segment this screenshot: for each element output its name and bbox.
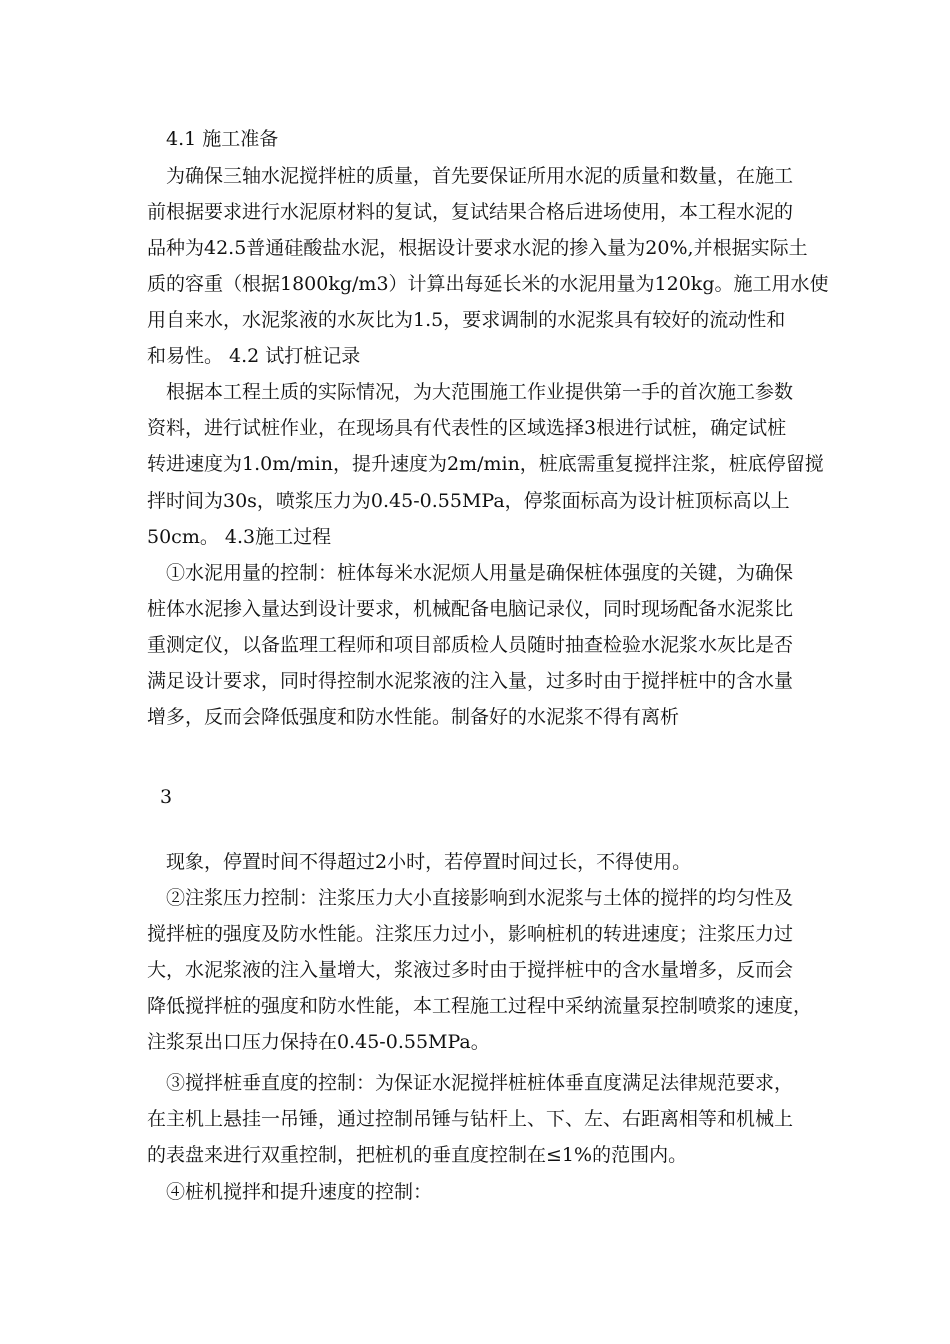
paragraph-line: 注浆泵出口压力保持在0.45-0.55MPa。 [147, 1031, 490, 1053]
paragraph-line: 在主机上悬挂一吊锤，通过控制吊锤与钻杆上、下、左、右距离相等和机械上 [147, 1108, 794, 1130]
paragraph-line: 品种为42.5普通硅酸盐水泥，根据设计要求水泥的掺入量为20%,并根据实际土 [147, 237, 808, 259]
paragraph-line: 质的容重（根据1800kg/m3）计算出每延长米的水泥用量为120kg。施工用水使 [147, 273, 829, 295]
page-number: 3 [160, 786, 173, 808]
paragraph-line: 的表盘来进行双重控制，把桩机的垂直度控制在≤1%的范围内。 [147, 1144, 688, 1166]
paragraph-line: ③搅拌桩垂直度的控制：为保证水泥搅拌桩桩体垂直度满足法律规范要求， [166, 1072, 794, 1094]
paragraph-line: 大，水泥浆液的注入量增大，浆液过多时由于搅拌桩中的含水量增多，反而会 [147, 959, 794, 981]
paragraph-line: 满足设计要求，同时得控制水泥浆液的注入量，过多时由于搅拌桩中的含水量 [147, 670, 794, 692]
paragraph-line: 50cm。 4.3施工过程 [147, 526, 332, 548]
paragraph-line: 桩体水泥掺入量达到设计要求，机械配备电脑记录仪，同时现场配备水泥浆比 [147, 598, 794, 620]
paragraph-line: 和易性。 4.2 试打桩记录 [147, 345, 361, 367]
paragraph-line: 降低搅拌桩的强度和防水性能，本工程施工过程中采纳流量泵控制喷浆的速度， [147, 995, 813, 1017]
paragraph-line: 前根据要求进行水泥原材料的复试，复试结果合格后进场使用，本工程水泥的 [147, 201, 794, 223]
paragraph-line: 现象，停置时间不得超过2小时，若停置时间过长，不得使用。 [166, 851, 692, 873]
paragraph-line: ①水泥用量的控制：桩体每米水泥烦人用量是确保桩体强度的关键，为确保 [166, 562, 794, 584]
paragraph-line: 转进速度为1.0m/min，提升速度为2m/min，桩底需重复搅拌注浆，桩底停留搅 [147, 453, 824, 475]
paragraph-line: 根据本工程土质的实际情况，为大范围施工作业提供第一手的首次施工参数 [166, 381, 794, 403]
paragraph-line: ④桩机搅拌和提升速度的控制： [166, 1181, 433, 1203]
paragraph-line: 资料，进行试桩作业，在现场具有代表性的区域选择3根进行试桩，确定试桩 [147, 417, 787, 439]
paragraph-line: ②注浆压力控制：注浆压力大小直接影响到水泥浆与土体的搅拌的均匀性及 [166, 887, 794, 909]
paragraph-line: 为确保三轴水泥搅拌桩的质量，首先要保证所用水泥的质量和数量，在施工 [166, 165, 794, 187]
section-heading-4-1: 4.1 施工准备 [166, 128, 279, 150]
paragraph-line: 用自来水，水泥浆液的水灰比为1.5，要求调制的水泥浆具有较好的流动性和 [147, 309, 786, 331]
paragraph-line: 搅拌桩的强度及防水性能。注浆压力过小，影响桩机的转进速度；注浆压力过 [147, 923, 794, 945]
paragraph-line: 重测定仪，以备监理工程师和项目部质检人员随时抽查检验水泥浆水灰比是否 [147, 634, 794, 656]
paragraph-line: 增多，反而会降低强度和防水性能。制备好的水泥浆不得有离析 [147, 706, 680, 728]
paragraph-line: 拌时间为30s，喷浆压力为0.45-0.55MPa，停浆面标高为设计桩顶标高以上 [147, 490, 790, 512]
